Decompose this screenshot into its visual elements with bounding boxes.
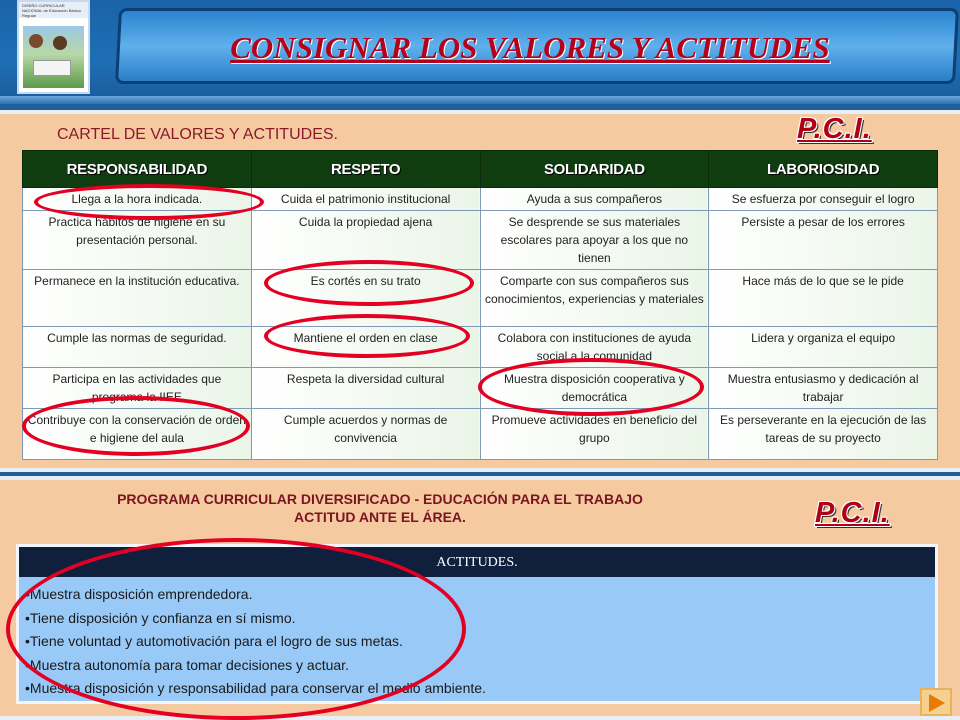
table-cell: Es perseverante en la ejecución de las tareas de su proyecto [709,409,938,460]
programa-line-1: PROGRAMA CURRICULAR DIVERSIFICADO - EDUCACIÓN PARA EL TRABAJO [117,491,643,507]
table-cell: Mantiene el orden en clase [251,327,480,368]
column-header: LABORIOSIDAD [709,151,938,188]
table-cell: Es cortés en su trato [251,270,480,327]
column-header: RESPETO [251,151,480,188]
pci-label: P.C.I. [815,497,890,529]
table-cell: Cumple las normas de seguridad. [23,327,252,368]
table-cell: Se desprende se sus materiales escolares para apoyar a los que no tienen [480,211,709,270]
table-row [23,327,938,368]
table-cell: Hace más de lo que se le pide [709,270,938,327]
highlight-ellipse [22,396,250,456]
table-cell: Cuida el patrimonio institucional [251,188,480,211]
book-cover-thumbnail [17,0,90,94]
list-item: •Tiene disposición y confianza en sí mismo. [25,609,296,626]
highlight-ellipse [264,260,474,306]
cartel-title: CARTEL DE VALORES Y ACTITUDES. [57,126,338,143]
actitudes-header: ACTITUDES. [19,547,935,577]
programa-heading [60,490,700,526]
thumbnail-caption: DISEÑO CURRICULAR NACIONAL de Educación Básica Regular [19,2,88,18]
table-cell: Permanece en la institución educativa. [23,270,252,327]
table-cell: Lidera y organiza el equipo [709,327,938,368]
table-cell: Participa en las actividades que programa la IIEE [23,368,252,409]
table-cell: Promueve actividades en beneficio del grupo [480,409,709,460]
highlight-ellipse [478,358,704,416]
table-cell: Cumple acuerdos y normas de convivencia [251,409,480,460]
list-item: •Muestra disposición emprendedora. [25,586,253,602]
book-figure [33,60,71,76]
highlight-ellipse [264,314,470,358]
pci-label: P.C.I. [797,113,872,145]
next-arrow-icon [929,694,945,712]
table-cell: Ayuda a sus compañeros [480,188,709,211]
table-cell: Se esfuerza por conseguir el logro [709,188,938,211]
table-cell: Muestra disposición cooperativa y democrática [480,368,709,409]
table-row [23,270,938,327]
list-item: •Tiene voluntad y automotivación para el logro de sus metas. [25,633,403,649]
table-cell: Cuida la propiedad ajena [251,211,480,270]
table-cell: Muestra entusiasmo y dedicación al trabajar [709,368,938,409]
table-cell: Contribuye con la conservación de orden e higiene del aula [23,409,252,460]
list-item: •Muestra autonomía para tomar decisiones y actuar. [25,656,349,673]
child-figure [53,36,67,50]
child-figure [29,34,43,48]
list-item: •Muestra disposición y responsabilidad para conservar el medio ambiente. [25,680,486,696]
highlight-ellipse [34,184,264,220]
table-header-row [23,151,938,188]
column-header: RESPONSABILIDAD [23,151,252,188]
table-cell: Practica hábitos de higiene en su presentación personal. [23,211,252,270]
programa-line-2: ACTITUD ANTE EL ÁREA. [294,509,466,525]
next-slide-button[interactable] [920,688,952,716]
table-cell: Llega a la hora indicada. [23,188,252,211]
column-header: SOLIDARIDAD [480,151,709,188]
table-cell: Comparte con sus compañeros sus conocimientos, experiencias y materiales [480,270,709,327]
table-cell: Colabora con instituciones de ayuda social a la comunidad [480,327,709,368]
table-cell: Persiste a pesar de los errores [709,211,938,270]
highlight-ellipse [6,538,466,720]
table-cell: Respeta la diversidad cultural [251,368,480,409]
page-title: CONSIGNAR LOS VALORES Y ACTITUDES [230,30,830,65]
header-rule [0,96,960,104]
